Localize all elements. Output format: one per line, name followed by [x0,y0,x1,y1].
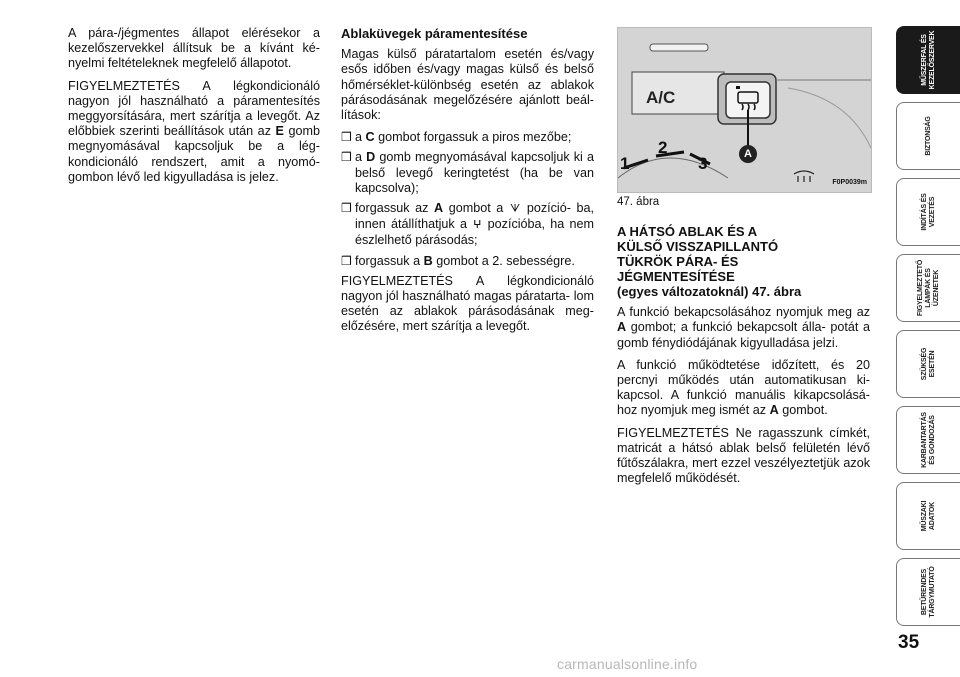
key-label-a: A [434,201,444,216]
watermark: carmanualsonline.info [557,656,698,672]
key-label-c: C [365,130,375,145]
figure-caption: 47. ábra [617,196,660,208]
bullet-box-icon: ❒ [341,201,352,216]
paragraph-warning-humidity: FIGYELMEZTETÉS A légkondicionáló nagyon jól használható magas páratarta- lom esetén az ablakok párásodásának meg- előzésére, mert szárítja a levegőt. [341,273,594,334]
windscreen-defrost-icon: ᗐ [509,203,521,216]
ac-label: A/C [646,88,676,107]
dial-number: 3 [698,154,708,173]
list-item: ❒ a D gomb megnyomásával kapcsoljuk ki a belső levegő keringtetést (ha be van kapcsolva); [341,150,594,195]
list-item: ❒ forgassuk a B gombot a 2. sebességre. [341,253,575,268]
control-panel-illustration [618,28,871,192]
tab-technical-data[interactable]: MŰSZAKI ADATOK [896,482,960,550]
bullet-box-icon: ❒ [341,150,352,165]
key-label-d: D [366,150,376,165]
windscreen-feet-icon: ⵖ [473,219,482,232]
bullet-box-icon: ❒ [341,130,352,145]
key-label-b: B [423,253,433,268]
key-label-a: A [769,403,779,418]
section-heading-window-demist: Ablaküvegek páramentesítése [341,26,528,41]
figure-control-panel [617,27,872,193]
marker-a-label: A [744,148,752,160]
bullet-box-icon: ❒ [341,253,352,268]
tab-maintenance[interactable]: KARBANTARTÁS ÉS GONDOZÁS [896,406,960,474]
tab-index[interactable]: BETŰRENDES TÁRGYMUTATÓ [896,558,960,626]
page-number: 35 [898,632,920,653]
chapter-tabs [896,26,960,636]
column-middle [341,26,594,342]
paragraph-warning-stickers: FIGYELMEZTETÉS Ne ragasszunk címkét, matricát a hátsó ablak belső felületén lévő fűtőszálakra, mert ezzel veszélyeztetjük azok megfelelő működését. [617,425,870,486]
column-left [68,26,320,192]
list-item: ❒ a C gombot forgassuk a piros mezőbe; [341,130,572,145]
paragraph-defrost-settings: A pára-/jégmentes állapot elérésekor a kezelőszervekkel állítsuk be a kívánt ké- nyelmi feltételeknek megfelelő állapotot. [68,26,320,71]
dial-number: 2 [658,138,668,157]
key-label-a: A [617,320,627,335]
tab-safety[interactable]: BIZTONSÁG [896,102,960,170]
paragraph-activation: A funkció bekapcsolásához nyomjuk meg az A gombot; a funkció bekapcsolt álla- potát a gomb fénydiódájának kigyulladása jelzi. [617,305,870,350]
column-right [617,27,870,493]
section-heading-rear-window: A HÁTSÓ ABLAK ÉS A KÜLSŐ VISSZAPILLANTÓ TÜKRÖK PÁRA- ÉS JÉGMENTESÍTÉSE (egyes változatoknál) 47. ábra [617,224,802,300]
key-label-e: E [275,124,284,139]
tab-instruments-controls[interactable]: MŰSZERFAL ÉS KEZELŐSZERVEK [896,26,960,94]
figure-code: F0P0039m [832,178,867,186]
paragraph-timer: A funkció működtetése időzített, és 20 percnyi működés után automatikusan ki- kapcsol. A funkció manuális kikapcsolásá- hoz nyomjuk meg ismét az A gombot. [617,357,870,418]
tab-emergency[interactable]: SZÜKSÉG ESETÉN [896,330,960,398]
paragraph-warning-ac: FIGYELMEZTETÉS A légkondicionáló nagyon jól használható a páramentesítés meggyorsítására, mert szárítja a levegőt. Az előbbiek szerinti beállítások után az E gomb megnyomásával kapcsoljuk be a lég- kondicionáló rendszert, amit a nyomó- gombon lévő led kigyulladása is jelez. [68,78,320,184]
tab-starting-driving[interactable]: INDÍTÁS ÉS VEZETÉS [896,178,960,246]
tab-warning-lights[interactable]: FIGYELMEZTETŐ LÁMPÁK ÉS ÜZENETEK [896,254,960,322]
paragraph-intro: Magas külső páratartalom esetén és/vagy esős időben és/vagy magas külső és belső hőmérséklet-különbség esetén az ablakok párásodásának megelőzésére ajánlott beál- lítások: [341,47,594,123]
dial-number: 1 [620,154,630,173]
list-item: ❒ forgassuk az A gombot a ᗐ pozíció- ba, innen átállíthatjuk a ⵖ pozícióba, ha nem észlelhető párásodás; [341,201,594,248]
